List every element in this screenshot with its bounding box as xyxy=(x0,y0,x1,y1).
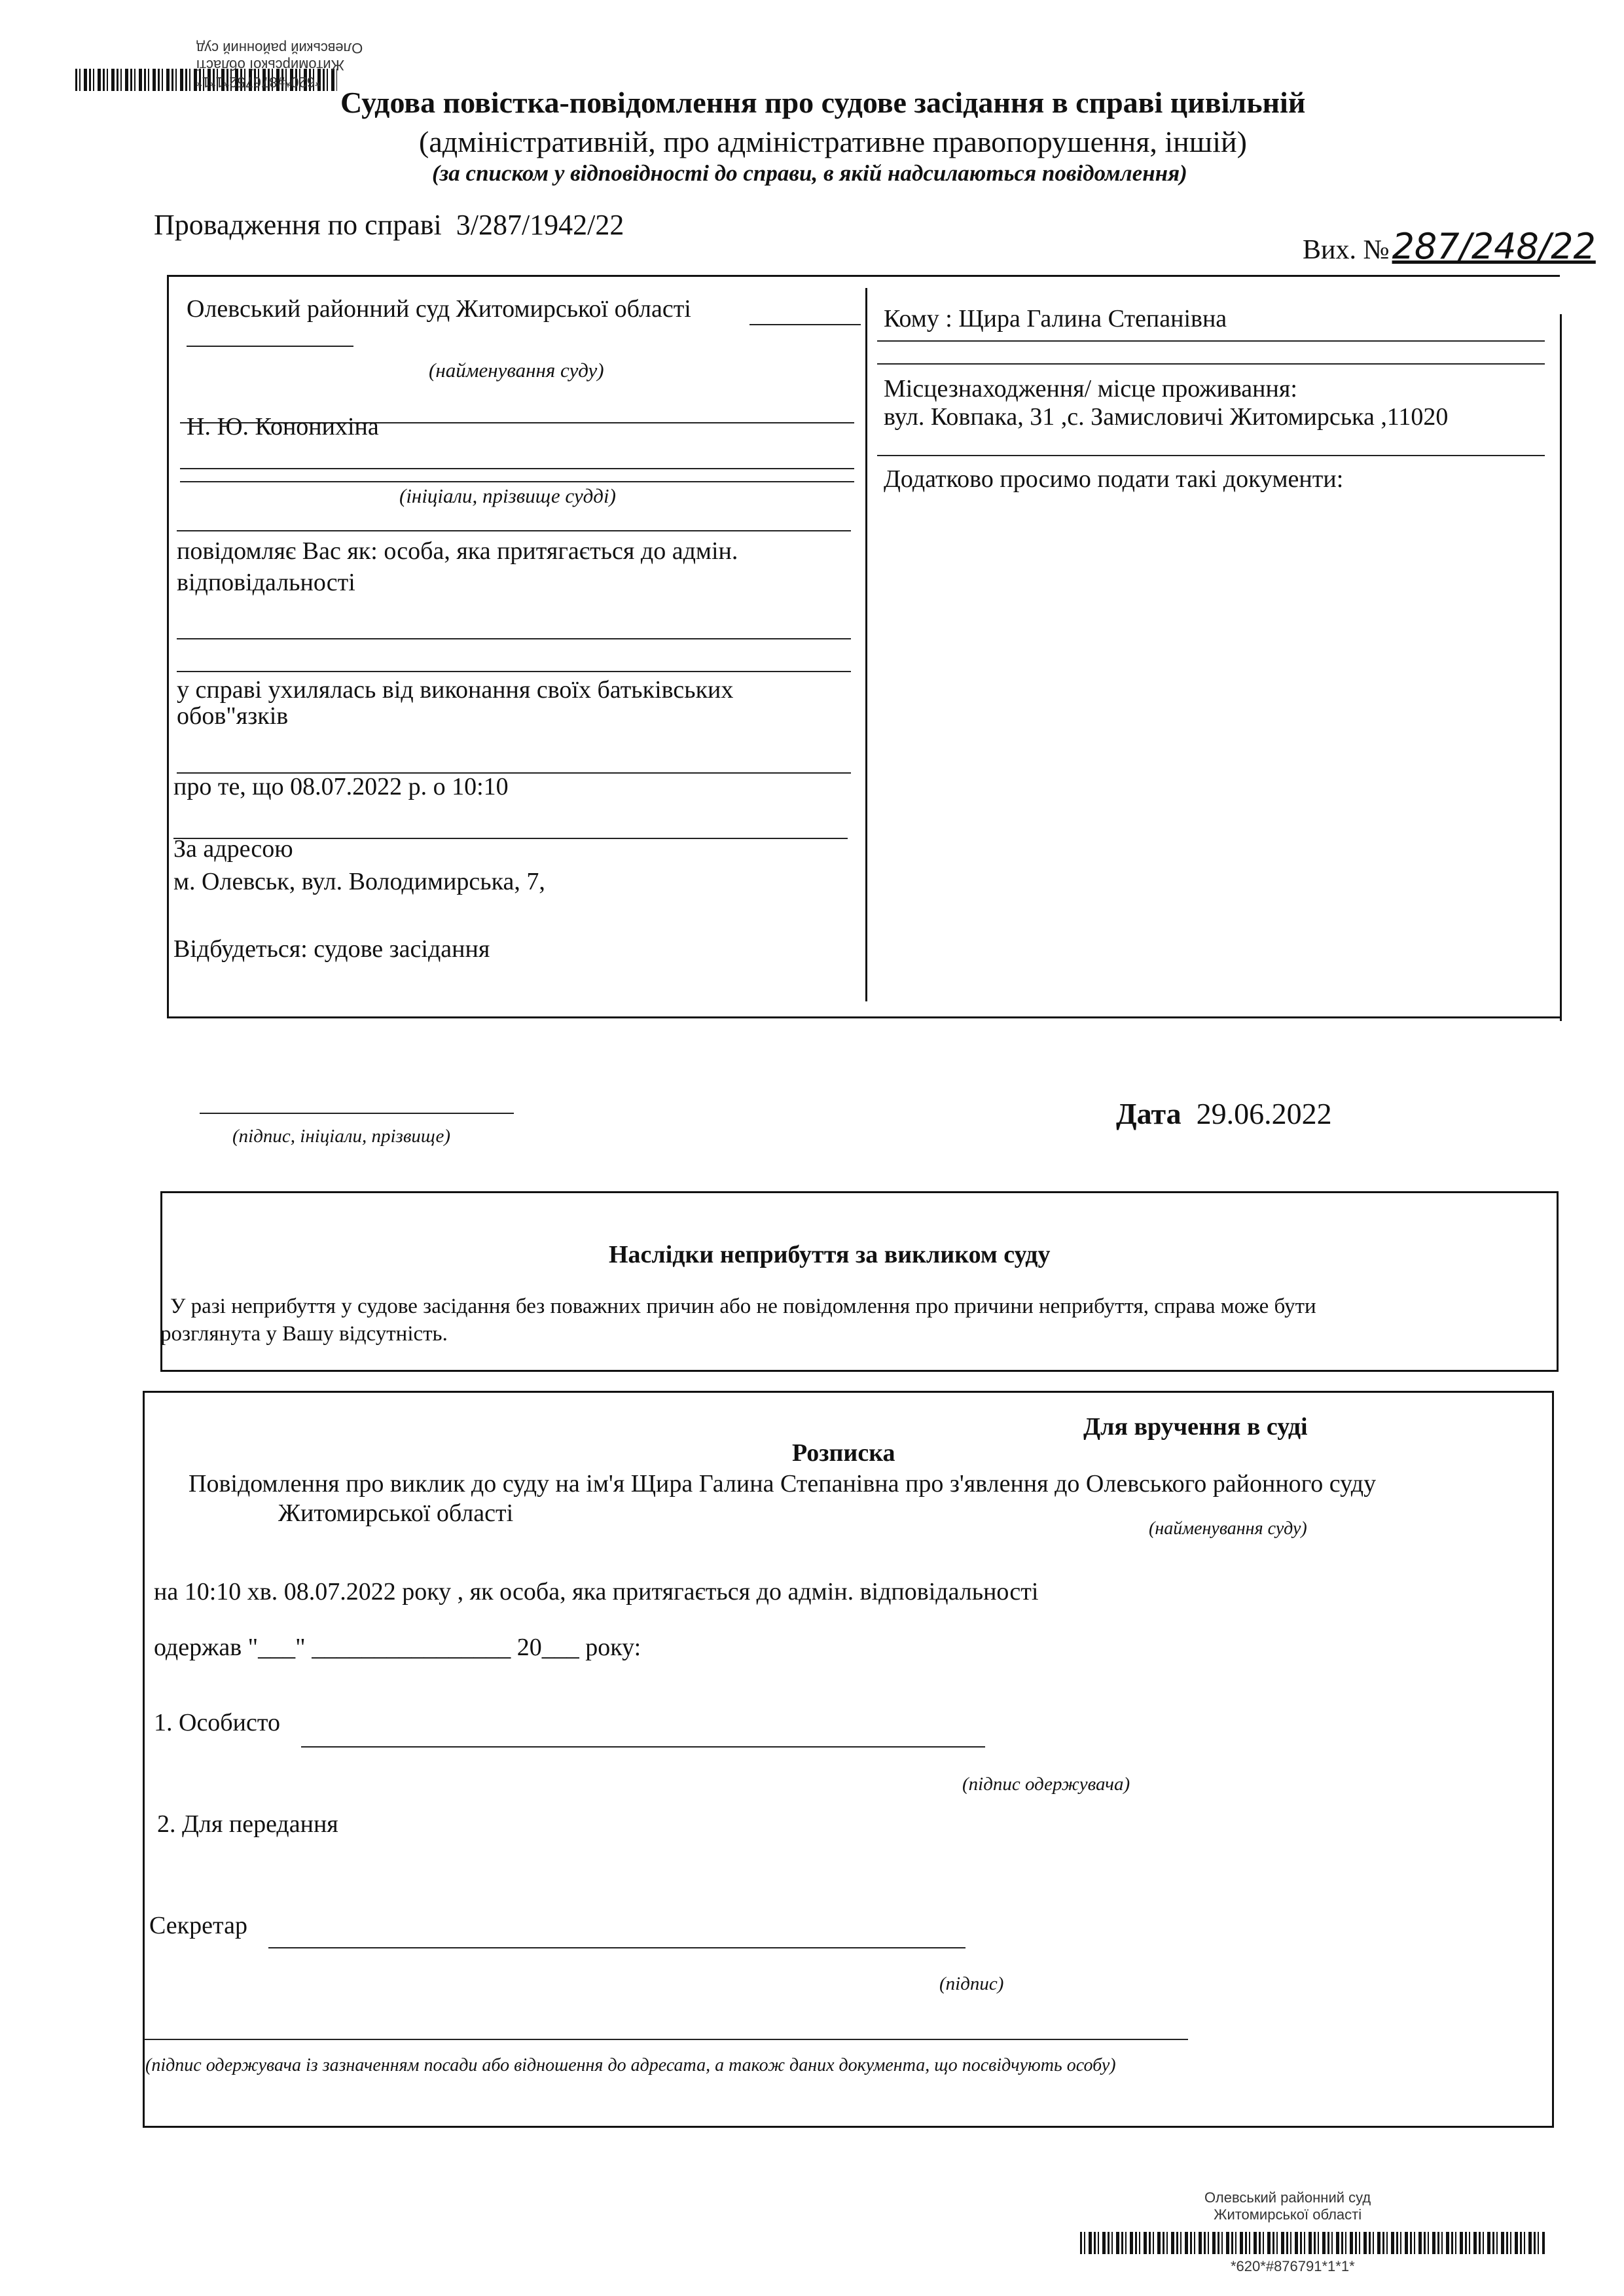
case-line-1: у справі ухилялась від виконання своїх батьківських xyxy=(177,676,734,704)
case-number: 3/287/1942/22 xyxy=(456,209,624,241)
recipient: Кому : Щира Галина Степанівна xyxy=(884,305,1227,332)
signature-line xyxy=(200,1113,514,1114)
judge-underline-3 xyxy=(180,481,854,482)
consequences-text-2: розглянута у Вашу відсутність. xyxy=(160,1322,448,1346)
location: вул. Ковпака, 31 ,с. Замисловичі Житомирська ,11020 xyxy=(884,403,1449,431)
court-caption: (найменування суду) xyxy=(429,359,604,382)
hearing-date-line: про те, що 08.07.2022 р. о 10:10 xyxy=(173,773,509,800)
outgoing-label: Вих. № xyxy=(1303,235,1390,265)
top-stamp-court: Олевський районний суд xyxy=(196,40,363,56)
receipt-court-caption: (найменування суду) xyxy=(1149,1518,1307,1539)
summons-frame xyxy=(167,275,1560,1018)
notify-line-1: повідомляє Вас як: особа, яка притягається до адмін. xyxy=(177,537,738,565)
outgoing-number: 287/248/22 xyxy=(1392,226,1596,267)
signature-caption: (підпис, ініціали, прізвище) xyxy=(232,1126,451,1147)
judge-underline xyxy=(180,422,854,423)
case-line xyxy=(154,208,624,242)
personal-sign-line xyxy=(301,1746,985,1748)
receipt-line-1: Повідомлення про виклик до суду на ім'я Щира Галина Степанівна про з'явлення до Олевського районного суду xyxy=(189,1470,1377,1498)
judge-caption: (ініціали, прізвище судді) xyxy=(399,484,616,507)
notify-top-line xyxy=(177,530,851,531)
notify-bottom-line xyxy=(177,638,851,639)
judge-underline-2 xyxy=(180,468,854,469)
recipient-sign-caption: (підпис одержувача) xyxy=(962,1774,1130,1795)
consequences-text-1: У разі неприбуття у судове засідання без поважних причин або не повідомлення про причини неприбуття, справа може бути xyxy=(170,1295,1316,1318)
address: м. Олевськ, вул. Володимирська, 7, xyxy=(173,868,545,895)
case-line-2: обов"язків xyxy=(177,702,289,730)
receipt-line-2: Житомирської області xyxy=(278,1499,514,1527)
issue-date xyxy=(1116,1096,1332,1131)
receipt-personal: 1. Особисто xyxy=(154,1709,280,1736)
receipt-title: Розписка xyxy=(792,1439,895,1467)
top-stamp-region: Житомирської області xyxy=(196,57,344,73)
location-bottom-line xyxy=(877,455,1545,456)
receipt-time-line: на 10:10 хв. 08.07.2022 року , як особа, яка притягається до адмін. відповідальності xyxy=(154,1578,1039,1605)
consequences-title: Наслідки неприбуття за викликом суду xyxy=(609,1241,1051,1268)
court-name: Олевський районний суд Житомирської області xyxy=(187,295,691,323)
top-stamp-code: *620*#876752*1*1* xyxy=(196,74,321,90)
footer-stamp-code: *620*#876791*1*1* xyxy=(1231,2258,1355,2274)
location-top-line xyxy=(877,363,1545,365)
footer-stamp xyxy=(1204,2189,1371,2223)
secretary-sign-line xyxy=(268,1947,965,1948)
event: Відбудеться: судове засідання xyxy=(173,935,490,963)
case-top-line xyxy=(177,671,851,672)
footer-barcode xyxy=(1080,2232,1545,2254)
top-stamp xyxy=(196,39,363,90)
receipt-received-line: одержав "___" ________________ 20___ року: xyxy=(154,1634,641,1661)
issue-date-label: Дата xyxy=(1116,1097,1182,1130)
receipt-transfer: 2. Для передання xyxy=(157,1810,338,1838)
page-subtitle: (адміністративній, про адміністративне правопорушення, іншій) xyxy=(419,125,1247,158)
page-note: (за списком у відповідності до справи, в якій надсилаються повідомлення) xyxy=(432,160,1187,186)
page-title: Судова повістка-повідомлення про судове засідання в справі цивільній xyxy=(340,86,1306,119)
frame-divider xyxy=(865,288,867,1001)
footer-stamp-court: Олевський районний суд xyxy=(1204,2189,1371,2206)
frame-right-edge xyxy=(1560,314,1562,1021)
case-label: Провадження по справі xyxy=(154,209,442,241)
recipient-underline xyxy=(877,340,1545,342)
footer-stamp-region: Житомирської області xyxy=(1214,2206,1362,2223)
court-underline xyxy=(749,324,861,325)
receipt-for-court: Для вручення в суді xyxy=(1083,1413,1308,1441)
receipt-bottom-caption: (підпис одержувача із зазначенням посади або відношення до адресата, а також даних документа, що посвідчують особу) xyxy=(145,2055,1116,2075)
documents-request: Додатково просимо подати такі документи: xyxy=(884,465,1344,493)
notify-line-2: відповідальності xyxy=(177,569,355,596)
location-label: Місцезнаходження/ місце проживання: xyxy=(884,375,1297,403)
issue-date-value: 29.06.2022 xyxy=(1196,1097,1332,1130)
receipt-secretary: Секретар xyxy=(149,1912,247,1939)
court-underline-2 xyxy=(187,346,353,347)
receipt-bottom-line xyxy=(144,2039,1188,2040)
judge-name: Н. Ю. Кононихіна xyxy=(187,413,379,440)
outgoing-number-block xyxy=(1303,226,1596,267)
address-label: За адресою xyxy=(173,835,293,863)
secretary-sign-caption: (підпис) xyxy=(939,1973,1004,1994)
